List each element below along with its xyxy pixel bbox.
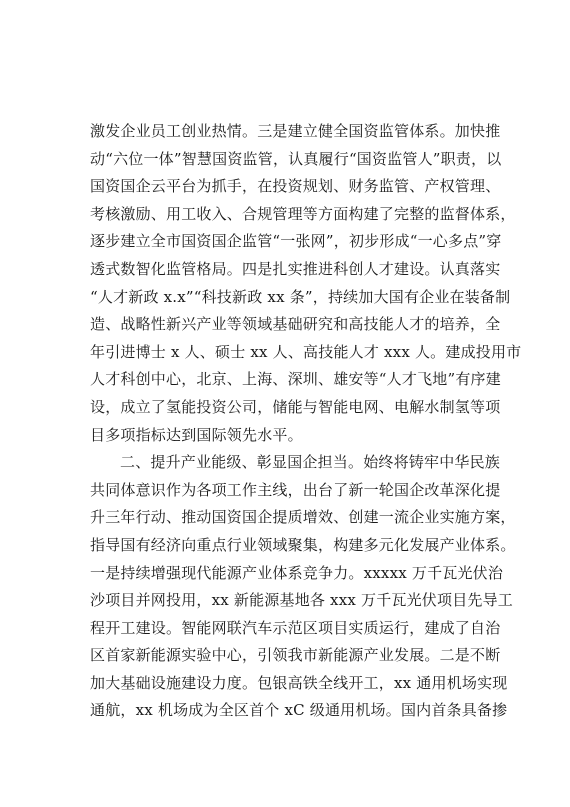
text-line: 国资国企云平台为抓手，在投资规划、财务监管、产权管理、 xyxy=(90,177,501,196)
text-line: 人才科创中心，北京、上海、深圳、雄安等“人才飞地”有序建 xyxy=(90,370,501,389)
text-line: 区首家新能源实验中心，引领我市新能源产业发展。二是不断 xyxy=(90,646,501,665)
text-line: 透式数智化监管格局。四是扎实推进科创人才建设。认真落实 xyxy=(90,259,501,278)
text-line: 程开工建设。智能网联汽车示范区项目实质运行，建成了自治 xyxy=(90,618,501,637)
text-line: 升三年行动、推动国资国企提质增效、创建一流企业实施方案， xyxy=(90,508,516,527)
text-line: 指导国有经济向重点行业领域聚集，构建多元化发展产业体系。 xyxy=(90,535,516,554)
text-line: 动“六位一体”智慧国资监管，认真履行“国资监管人”职责，以 xyxy=(90,149,502,168)
text-line: 激发企业员工创业热情。三是建立健全国资监管体系。加快推 xyxy=(90,122,501,140)
body-text xyxy=(90,118,522,725)
text-line: 考核激励、用工收入、合规管理等方面构建了完整的监督体系， xyxy=(90,204,516,223)
text-line: 设，成立了氢能投资公司，储能与智能电网、电解水制氢等项 xyxy=(90,397,501,416)
text-line: “人才新政 x.x”“科技新政 xx 条”，持续加大国有企业在装备制 xyxy=(90,287,511,306)
paragraph-end-line: 目多项指标达到国际领先水平。 xyxy=(90,425,303,444)
text-line: 共同体意识作为各项工作主线，出台了新一轮国企改革深化提 xyxy=(90,480,501,499)
text-line: 通航，xx 机场成为全区首个 xC 级通用机场。国内首条具备掺 xyxy=(90,701,508,720)
text-line: 年引进博士 x 人、硕士 xx 人、高技能人才 xxx 人。建成投用市 xyxy=(90,342,522,361)
text-line: 造、战略性新兴产业等领域基础研究和高技能人才的培养，全 xyxy=(90,315,501,334)
text-line: 逐步建立全市国资国企监管“一张网”，初步形成“一心多点”穿 xyxy=(90,232,502,251)
text-line: 沙项目并网投用，xx 新能源基地各 xxx 万千瓦光伏项目先导工 xyxy=(90,591,514,610)
text-line: 加大基础设施建设力度。包银高铁全线开工，xx 通用机场实现 xyxy=(90,673,508,692)
section-heading-line: 二、提升产业能级、彰显国企担当。始终将铸牢中华民族 xyxy=(120,453,501,472)
text-line: 一是持续增强现代能源产业体系竞争力。xxxxx 万千瓦光伏治 xyxy=(90,563,504,582)
